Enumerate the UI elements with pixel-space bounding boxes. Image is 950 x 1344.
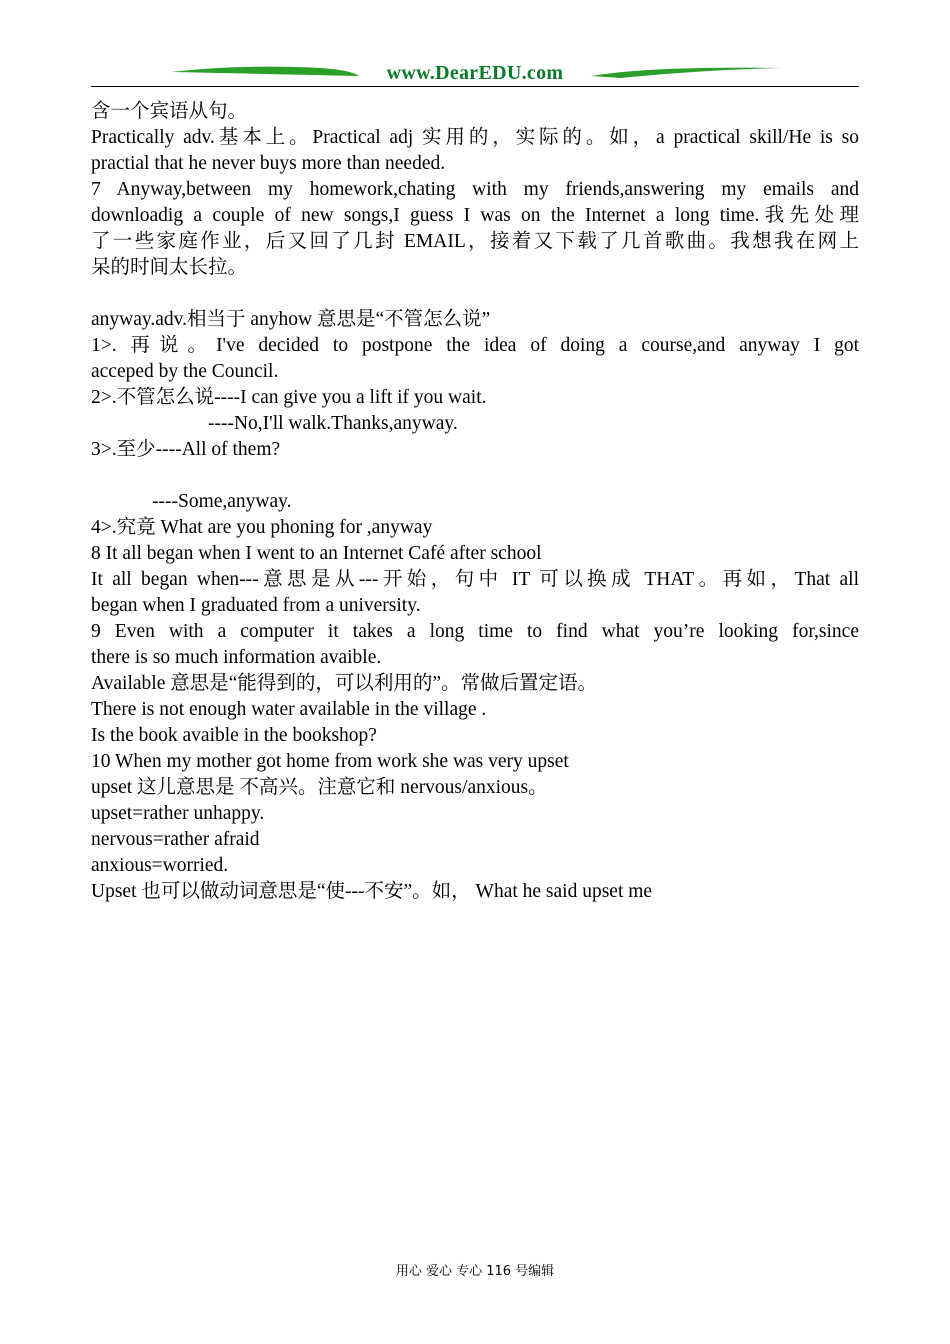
text-line: anxious=worried. — [91, 855, 229, 876]
text-line: upset 这儿意思是 不高兴。注意它和 nervous/anxious。 — [91, 777, 548, 798]
text-line: anyway.adv.相当于 anyhow 意思是“不管怎么说” — [91, 309, 491, 330]
text-line: ----Some,anyway. — [152, 491, 292, 512]
text-line: 1>. 再说。I've decided to postpone the idea of doing a course,and anyway I got — [91, 335, 859, 356]
text-line: 3>.至少----All of them? — [91, 439, 281, 460]
text-line: upset=rather unhappy. — [91, 803, 265, 824]
text-line: There is not enough water available in the village . — [91, 699, 487, 720]
text-line: nervous=rather afraid — [91, 829, 260, 850]
site-logo-text: www.DearEDU.com — [386, 62, 564, 84]
text-line: Practically adv.基本上。Practical adj 实用的，实际的。如，a practical skill/He is so — [91, 127, 859, 148]
blank-line — [91, 281, 859, 307]
document-body — [91, 99, 859, 905]
text-line: acceped by the Council. — [91, 361, 279, 382]
text-line: Available 意思是“能得到的，可以利用的”。常做后置定语。 — [91, 673, 598, 694]
text-line: 了一些家庭作业，后又回了几封 EMAIL，接着又下载了几首歌曲。我想我在网上 — [91, 231, 859, 252]
text-line: Upset 也可以做动词意思是“使---不安”。如， What he said upset me — [91, 881, 653, 902]
text-line: 9 Even with a computer it takes a long time to find what you’re looking for,since — [91, 621, 859, 642]
text-line: practial that he never buys more than needed. — [91, 153, 446, 174]
text-line: 呆的时间太长拉。 — [91, 257, 248, 278]
text-line: 含一个宾语从句。 — [91, 101, 248, 122]
text-line: ----No,I'll walk.Thanks,anyway. — [208, 413, 458, 434]
text-line: 7 Anyway,between my homework,chating with my friends,answering my emails and — [91, 179, 859, 200]
text-line: 4>.究竟 What are you phoning for ,anyway — [91, 517, 433, 538]
text-line: 2>.不管怎么说----I can give you a lift if you wait. — [91, 387, 487, 408]
header-rule — [91, 86, 859, 87]
text-line: 8 It all began when I went to an Internet Café after school — [91, 543, 542, 564]
text-line: Is the book avaible in the bookshop? — [91, 725, 377, 746]
text-line: downloadig a couple of new songs,I guess I was on the Internet a long time.我先处理 — [91, 205, 859, 226]
text-line: there is so much information avaible. — [91, 647, 382, 668]
text-line: 10 When my mother got home from work she was very upset — [91, 751, 569, 772]
text-line: It all began when---意思是从---开始，句中 IT 可以换成 THAT。再如，That all — [91, 569, 859, 590]
blank-line — [91, 463, 859, 489]
text-line: began when I graduated from a university. — [91, 595, 421, 616]
page-footer: 用心 爱心 专心 116 号编辑 — [395, 1264, 555, 1279]
